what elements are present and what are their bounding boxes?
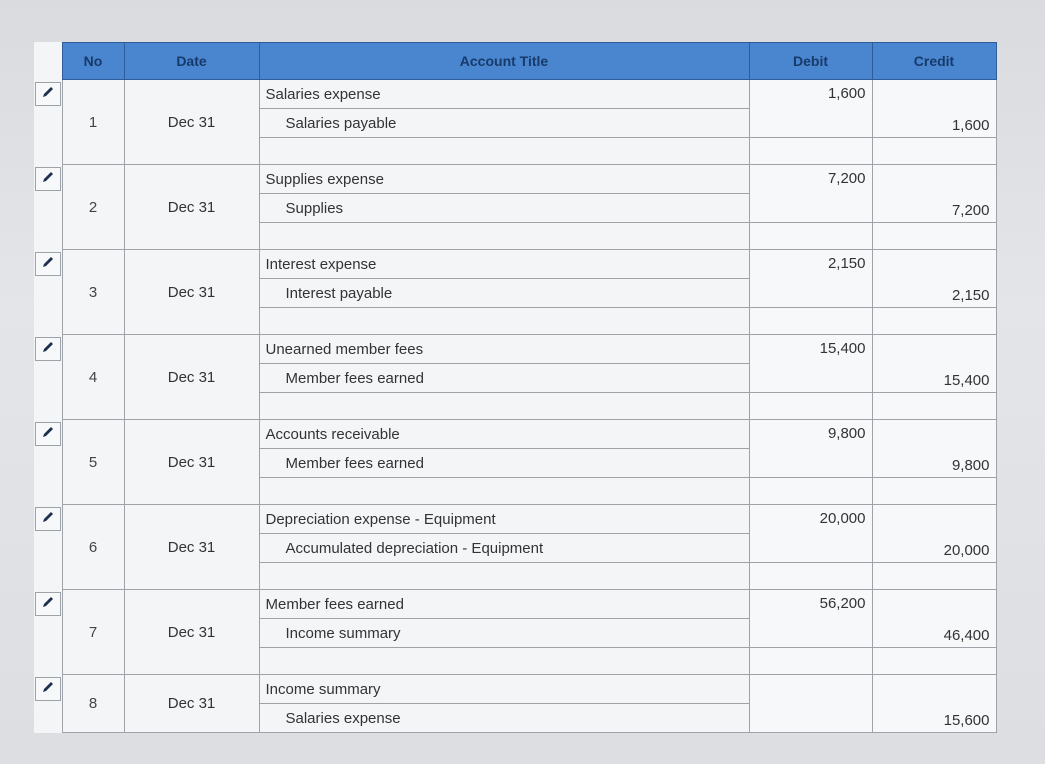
entry-number: 5	[62, 420, 124, 505]
edit-entry-button[interactable]	[35, 422, 61, 446]
credit-amount[interactable]: 1,600	[872, 80, 996, 138]
blank-debit-cell[interactable]	[749, 393, 872, 420]
pencil-icon	[41, 170, 55, 188]
edit-entry-button[interactable]	[35, 252, 61, 276]
debit-amount[interactable]	[749, 675, 872, 733]
entry-debit-row	[34, 590, 996, 619]
debit-amount[interactable]: 1,600	[749, 80, 872, 138]
credit-account-title[interactable]: Member fees earned	[259, 449, 749, 478]
entry-date[interactable]: Dec 31	[124, 590, 259, 675]
blank-account-cell[interactable]	[259, 563, 749, 590]
debit-amount[interactable]: 9,800	[749, 420, 872, 478]
entry-debit-row	[34, 675, 996, 704]
credit-amount[interactable]: 7,200	[872, 165, 996, 223]
blank-account-cell[interactable]	[259, 648, 749, 675]
entry-date[interactable]: Dec 31	[124, 335, 259, 420]
debit-account-title[interactable]: Interest expense	[259, 250, 749, 279]
blank-credit-cell[interactable]	[872, 393, 996, 420]
debit-account-title[interactable]: Depreciation expense - Equipment	[259, 505, 749, 534]
pencil-icon	[41, 340, 55, 358]
credit-amount[interactable]: 46,400	[872, 590, 996, 648]
blank-debit-cell[interactable]	[749, 648, 872, 675]
credit-amount[interactable]: 15,600	[872, 675, 996, 733]
debit-account-title[interactable]: Unearned member fees	[259, 335, 749, 364]
edit-cell-empty	[34, 223, 62, 250]
blank-debit-cell[interactable]	[749, 138, 872, 165]
edit-entry-button[interactable]	[35, 592, 61, 616]
entry-debit-row	[34, 165, 996, 194]
entry-debit-row	[34, 335, 996, 364]
edit-cell-empty	[34, 138, 62, 165]
edit-cell-empty	[34, 449, 62, 478]
edit-cell-empty	[34, 393, 62, 420]
debit-amount[interactable]: 56,200	[749, 590, 872, 648]
blank-credit-cell[interactable]	[872, 648, 996, 675]
entry-number: 3	[62, 250, 124, 335]
edit-cell	[34, 335, 62, 364]
edit-column-header	[34, 43, 62, 80]
edit-cell	[34, 675, 62, 704]
edit-cell	[34, 165, 62, 194]
edit-cell	[34, 420, 62, 449]
edit-cell	[34, 590, 62, 619]
edit-cell-empty	[34, 563, 62, 590]
credit-account-title[interactable]: Accumulated depreciation - Equipment	[259, 534, 749, 563]
blank-account-cell[interactable]	[259, 138, 749, 165]
entry-date[interactable]: Dec 31	[124, 505, 259, 590]
credit-amount[interactable]: 2,150	[872, 250, 996, 308]
blank-credit-cell[interactable]	[872, 563, 996, 590]
account-title-column-header: Account Title	[259, 43, 749, 80]
blank-debit-cell[interactable]	[749, 308, 872, 335]
journal-entries-table	[34, 42, 997, 733]
debit-account-title[interactable]: Accounts receivable	[259, 420, 749, 449]
blank-account-cell[interactable]	[259, 308, 749, 335]
entry-debit-row	[34, 420, 996, 449]
entry-number: 7	[62, 590, 124, 675]
credit-column-header: Credit	[872, 43, 996, 80]
entry-debit-row	[34, 250, 996, 279]
credit-amount[interactable]: 9,800	[872, 420, 996, 478]
entry-number: 2	[62, 165, 124, 250]
debit-amount[interactable]: 2,150	[749, 250, 872, 308]
edit-cell	[34, 505, 62, 534]
debit-column-header: Debit	[749, 43, 872, 80]
entry-date[interactable]: Dec 31	[124, 165, 259, 250]
pencil-icon	[41, 680, 55, 698]
pencil-icon	[41, 510, 55, 528]
edit-entry-button[interactable]	[35, 82, 61, 106]
edit-cell-empty	[34, 194, 62, 223]
edit-entry-button[interactable]	[35, 337, 61, 361]
credit-account-title[interactable]: Income summary	[259, 619, 749, 648]
entry-debit-row	[34, 505, 996, 534]
no-column-header: No	[62, 43, 124, 80]
edit-cell-empty	[34, 308, 62, 335]
debit-amount[interactable]: 7,200	[749, 165, 872, 223]
blank-account-cell[interactable]	[259, 223, 749, 250]
blank-debit-cell[interactable]	[749, 478, 872, 505]
edit-entry-button[interactable]	[35, 677, 61, 701]
edit-cell-empty	[34, 534, 62, 563]
edit-cell-empty	[34, 279, 62, 308]
edit-cell-empty	[34, 364, 62, 393]
credit-account-title[interactable]: Supplies	[259, 194, 749, 223]
debit-account-title[interactable]: Income summary	[259, 675, 749, 704]
blank-account-cell[interactable]	[259, 393, 749, 420]
credit-account-title[interactable]: Salaries payable	[259, 109, 749, 138]
journal-body	[34, 80, 996, 733]
edit-entry-button[interactable]	[35, 507, 61, 531]
blank-debit-cell[interactable]	[749, 223, 872, 250]
date-column-header: Date	[124, 43, 259, 80]
credit-amount[interactable]: 20,000	[872, 505, 996, 563]
pencil-icon	[41, 85, 55, 103]
credit-account-title[interactable]: Member fees earned	[259, 364, 749, 393]
pencil-icon	[41, 595, 55, 613]
blank-credit-cell[interactable]	[872, 478, 996, 505]
edit-cell-empty	[34, 619, 62, 648]
debit-account-title[interactable]: Salaries expense	[259, 80, 749, 109]
credit-account-title[interactable]: Salaries expense	[259, 704, 749, 733]
blank-credit-cell[interactable]	[872, 138, 996, 165]
edit-cell-empty	[34, 704, 62, 733]
blank-account-cell[interactable]	[259, 478, 749, 505]
entry-date[interactable]: Dec 31	[124, 80, 259, 165]
entry-number: 4	[62, 335, 124, 420]
credit-amount[interactable]: 15,400	[872, 335, 996, 393]
pencil-icon	[41, 425, 55, 443]
entry-date[interactable]: Dec 31	[124, 675, 259, 733]
edit-cell-empty	[34, 109, 62, 138]
debit-account-title[interactable]: Member fees earned	[259, 590, 749, 619]
entry-number: 8	[62, 675, 124, 733]
entry-number: 6	[62, 505, 124, 590]
blank-credit-cell[interactable]	[872, 223, 996, 250]
entry-date[interactable]: Dec 31	[124, 420, 259, 505]
entry-date[interactable]: Dec 31	[124, 250, 259, 335]
blank-debit-cell[interactable]	[749, 563, 872, 590]
edit-entry-button[interactable]	[35, 167, 61, 191]
edit-cell	[34, 250, 62, 279]
edit-cell-empty	[34, 648, 62, 675]
blank-credit-cell[interactable]	[872, 308, 996, 335]
pencil-icon	[41, 255, 55, 273]
edit-cell-empty	[34, 478, 62, 505]
debit-account-title[interactable]: Supplies expense	[259, 165, 749, 194]
edit-cell	[34, 80, 62, 109]
entry-number: 1	[62, 80, 124, 165]
table-header-row	[34, 43, 996, 80]
entry-debit-row	[34, 80, 996, 109]
credit-account-title[interactable]: Interest payable	[259, 279, 749, 308]
debit-amount[interactable]: 20,000	[749, 505, 872, 563]
debit-amount[interactable]: 15,400	[749, 335, 872, 393]
